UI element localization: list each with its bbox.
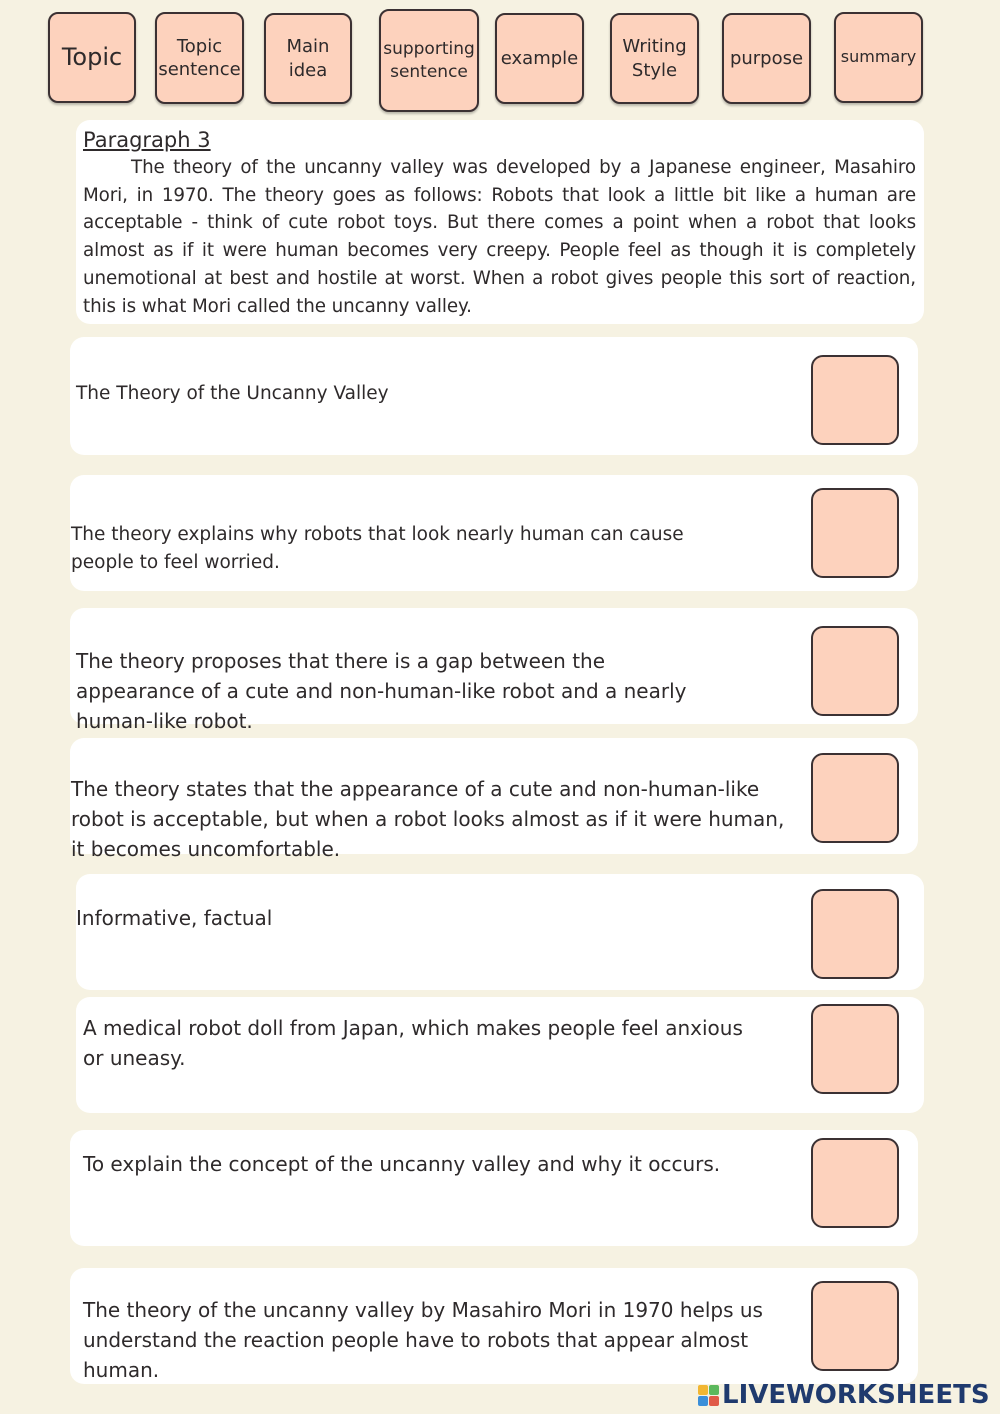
paragraph-title: Paragraph 3 [83,128,211,152]
drop-box-4[interactable] [811,753,899,843]
label-topic[interactable]: Topic [48,12,136,103]
statement-text-5: Informative, factual [76,906,273,930]
drop-box-7[interactable] [811,1138,899,1228]
paragraph-text: The theory of the uncanny valley was developed by a Japanese engineer, Masahiro Mori, in 1970. The theory goes as follows: Robots that look a little bit like a human are acceptable - think of cute robot toys. But there comes a point when a robot that looks almost as if it were human becomes very creepy. People feel as though it is completely unemotional at best and hostile at worst. When a robot gives people this sort of reaction, this is what Mori called the uncanny valley. [83,157,916,317]
drop-box-6[interactable] [811,1004,899,1094]
statement-text-4: The theory states that the appearance of a cute and non-human-like robot is acceptable, but when a robot looks almost as if it were human, it becomes uncomfortable. [71,777,785,861]
drop-box-8[interactable] [811,1281,899,1371]
liveworksheets-watermark [698,1379,990,1411]
label-topic-sentence[interactable]: Topic sentence [155,12,244,104]
drop-box-2[interactable] [811,488,899,578]
label-main-idea[interactable]: Main idea [264,13,352,104]
watermark-text: LIVEWORKSHEETS [722,1380,990,1410]
label-purpose[interactable]: purpose [722,13,811,104]
label-writing-style[interactable]: Writing Style [610,13,699,104]
label-bank [0,0,1000,115]
statement-card-7 [70,1130,918,1246]
label-summary[interactable]: summary [834,12,923,103]
label-example[interactable]: example [495,13,584,104]
statement-text-6: A medical robot doll from Japan, which makes people feel anxious or uneasy. [83,1016,743,1070]
label-supporting-sentence[interactable]: supporting sentence [379,9,479,112]
drop-box-5[interactable] [811,889,899,979]
liveworksheets-logo-icon [698,1385,719,1406]
statement-text-3: The theory proposes that there is a gap between the appearance of a cute and non-human-like robot and a nearly human-like robot. [76,649,687,733]
paragraph-card [76,120,924,324]
statement-text-8: The theory of the uncanny valley by Masahiro Mori in 1970 helps us understand the reaction people have to robots that appear almost human. [83,1298,763,1382]
drop-box-1[interactable] [811,355,899,445]
drop-box-3[interactable] [811,626,899,716]
statement-text-1: The Theory of the Uncanny Valley [76,383,389,404]
statement-text-2: The theory explains why robots that look nearly human can cause people to feel worried. [71,524,684,573]
statement-text-7: To explain the concept of the uncanny valley and why it occurs. [83,1152,721,1176]
